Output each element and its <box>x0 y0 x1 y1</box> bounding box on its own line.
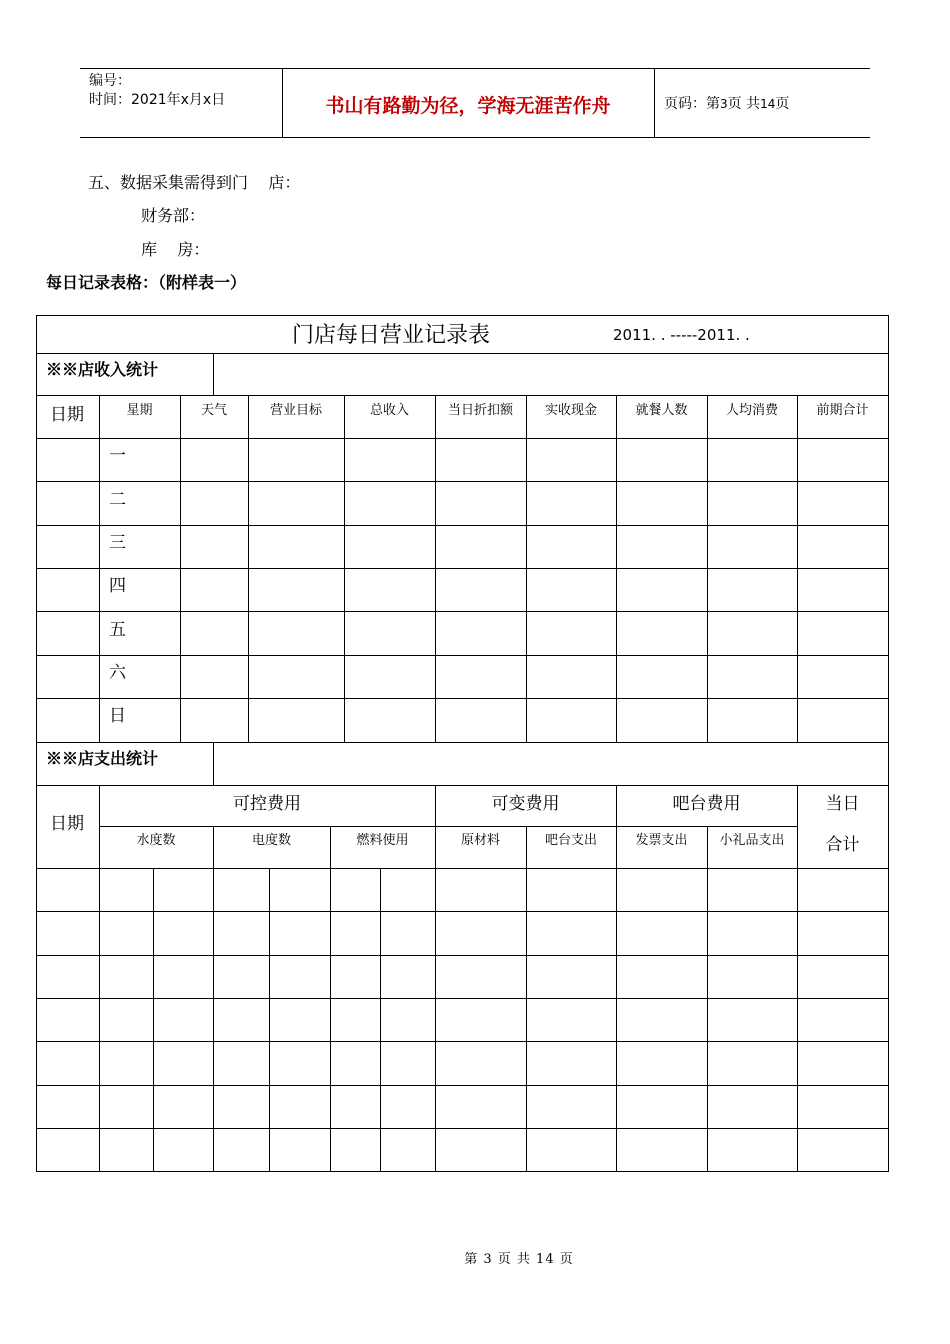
page-prefix: 页码：第 <box>664 96 720 112</box>
income-date-range: 2011. . -----2011. . <box>613 326 750 344</box>
weekday-label: 三 <box>109 533 126 553</box>
col-weather: 天气 <box>200 403 227 418</box>
income-section-label: ※※店收入统计 <box>46 360 159 379</box>
col-target: 营业目标 <box>269 403 322 418</box>
section-title: 五、数据采集需得到门 店： <box>88 173 301 192</box>
col-discount: 当日折扣额 <box>447 403 513 418</box>
form-caption: 每日记录表格：（附样表一） <box>46 273 247 292</box>
total-header-line2: 合计 <box>825 835 860 855</box>
sub-gifts: 小礼品支出 <box>719 833 785 848</box>
doc-time-label: 时间：2021年x月x日 <box>89 92 226 108</box>
header-motto: 书山有路勤为径，学海无涯苦作舟 <box>325 95 611 117</box>
item-finance: 财务部： <box>141 206 206 225</box>
sub-invoice: 发票支出 <box>635 833 688 848</box>
page-total: 14 <box>760 97 776 111</box>
weekday-label: 六 <box>109 663 126 683</box>
weekday-label: 日 <box>109 706 126 726</box>
page-suffix: 页 <box>775 96 790 112</box>
page-footer: 第 3 页 共 14 页 <box>464 1252 574 1267</box>
doc-number-label: 编号： <box>89 73 131 89</box>
group-controllable: 可控费用 <box>233 794 301 814</box>
sub-fuel: 燃料使用 <box>356 833 409 848</box>
page-current: 3 <box>720 97 728 111</box>
item-warehouse: 库 房： <box>141 240 210 259</box>
sub-raw-material: 原材料 <box>460 833 500 848</box>
col-prior-total: 前期合计 <box>816 403 869 418</box>
col-per-capita: 人均消费 <box>725 403 778 418</box>
expense-section-label: ※※店支出统计 <box>46 749 159 768</box>
group-variable: 可变费用 <box>491 794 560 814</box>
col-cash: 实收现金 <box>544 403 597 418</box>
sub-water: 水度数 <box>136 833 176 848</box>
income-date-header: 日期 <box>50 405 84 425</box>
total-header-line1: 当日 <box>825 794 860 814</box>
page-mid: 页 共 <box>727 96 761 112</box>
weekday-label: 二 <box>109 490 126 510</box>
weekday-label: 四 <box>109 576 126 596</box>
weekday-label: 一 <box>109 446 126 466</box>
col-weekday: 星期 <box>126 403 153 418</box>
col-total-income: 总收入 <box>369 403 409 418</box>
group-bar: 吧台费用 <box>672 794 741 814</box>
weekday-label: 五 <box>109 620 126 640</box>
sub-electric: 电度数 <box>251 833 291 848</box>
col-diners: 就餐人数 <box>635 403 688 418</box>
sub-bar-expense: 吧台支出 <box>544 833 597 848</box>
income-table-title: 门店每日营业记录表 <box>292 323 491 348</box>
expense-date-header: 日期 <box>50 814 84 834</box>
